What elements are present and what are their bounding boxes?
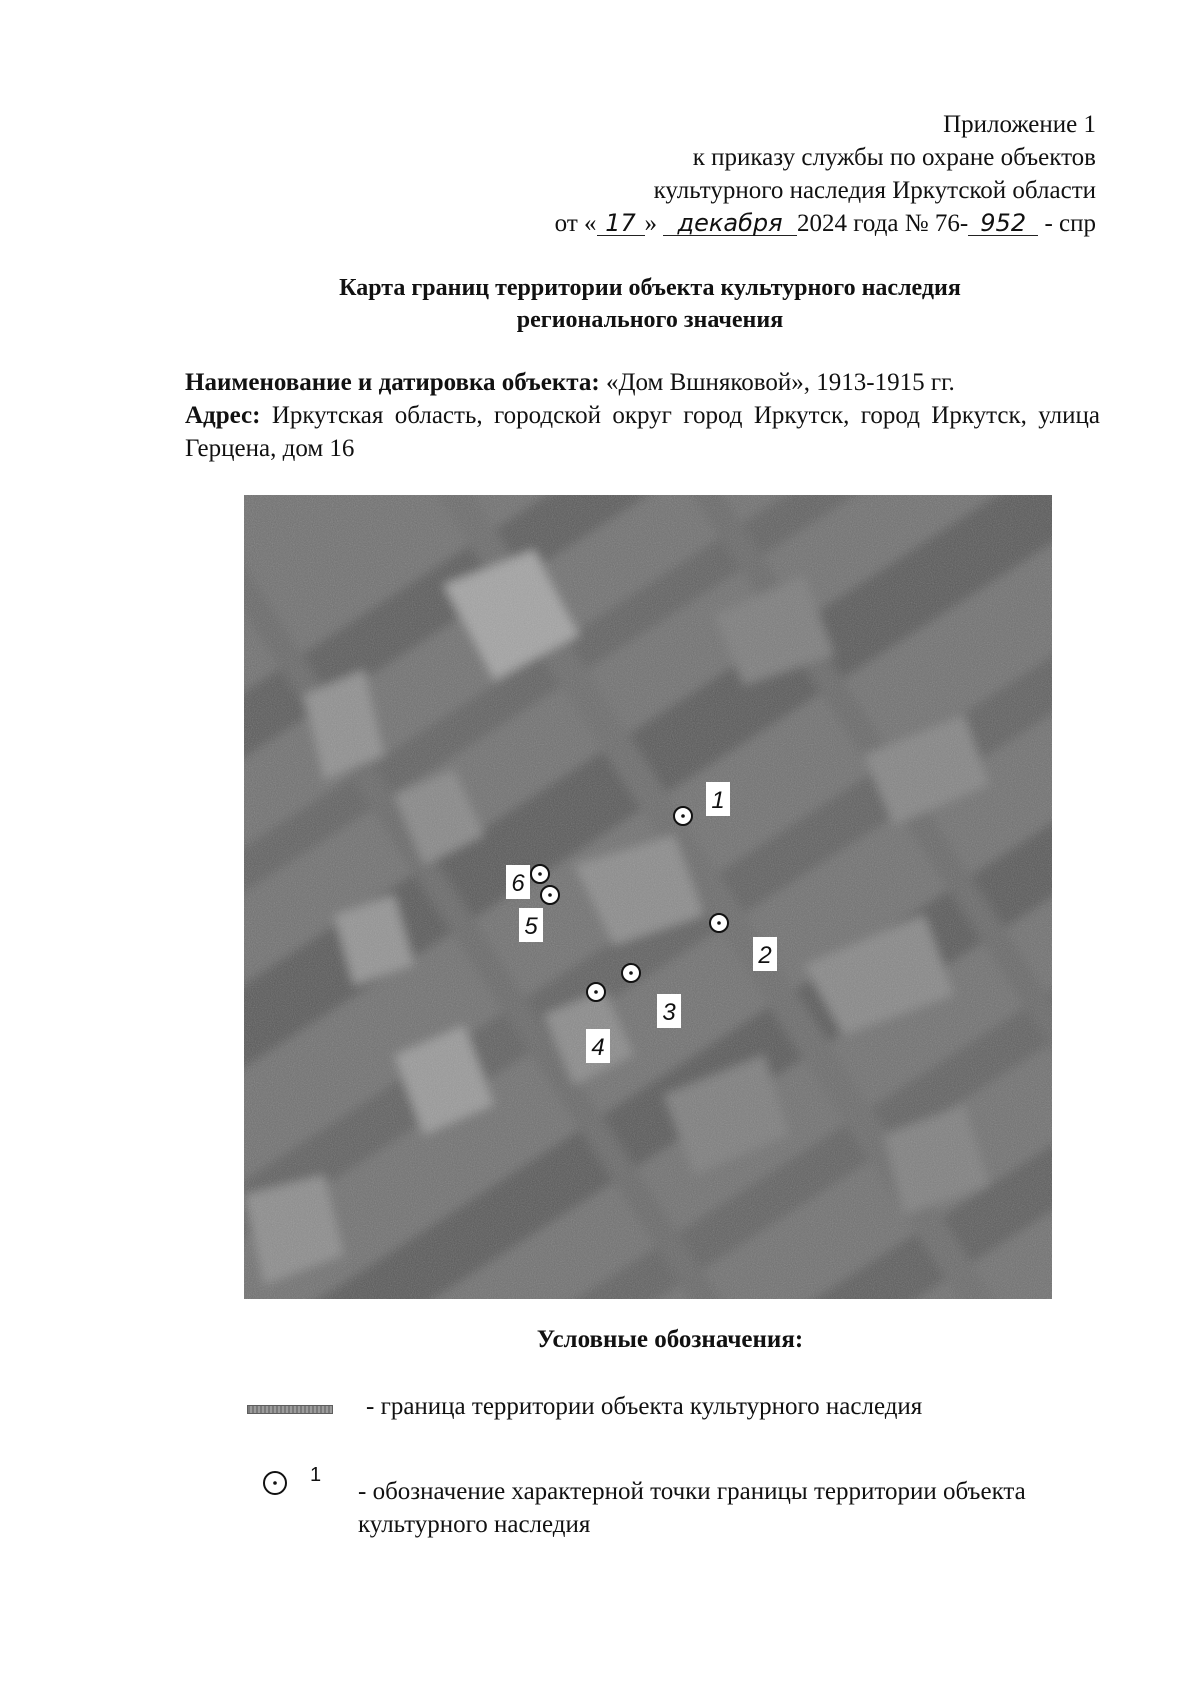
address-row [185,399,1100,465]
authority-line: культурного наследия Иркутской области [653,177,1096,204]
boundary-point-label: 5 [524,913,538,940]
order-header [555,108,1096,240]
object-info [185,366,1100,465]
boundary-legend-text: - граница территории объекта культурного наследия [366,1393,923,1420]
appendix-label: Приложение 1 [943,111,1096,138]
address-label: Адрес: [185,402,261,429]
object-name-label: Наименование и датировка объекта: [185,369,600,396]
boundary-point-label: 1 [711,787,725,814]
handwritten-month: декабря [663,211,797,236]
boundary-point-label: 4 [591,1034,605,1061]
order-date-line [555,207,1096,240]
boundary-point-legend-number: 1 [310,1464,322,1486]
order-line: к приказу службы по охране объектов [692,144,1096,171]
object-name-row [185,366,1100,399]
aerial-map [244,495,1052,1299]
title-line-1: Карта границ территории объекта культурного наследия [339,275,961,301]
year-text: 2024 года № 76- [797,210,969,237]
boundary-line-symbol [247,1405,333,1414]
address-value: Иркутская область, городской округ город Иркутск, город Иркутск, улица Герцена, дом 16 [185,402,1100,462]
boundary-point-icon [261,1469,293,1506]
aerial-map-image [244,495,1052,1299]
document-title [0,272,1200,336]
boundary-point-label: 2 [758,942,772,969]
handwritten-day: 17 [597,211,645,236]
date-prefix: от « [554,210,597,237]
title-line-2: регионального значения [516,307,784,333]
date-mid: » [644,210,658,237]
order-suffix: - спр [1038,210,1096,237]
legend-title: Условные обозначения: [536,1326,804,1353]
object-name-value: «Дом Вшняковой», 1913-1915 гг. [599,369,955,396]
handwritten-order-number: 952 [968,211,1038,236]
boundary-point-legend-text: - обозначение характерной точки границы территории объекта культурного наследия [358,1478,1026,1538]
boundary-point-label: 3 [662,999,676,1026]
boundary-point-label: 6 [511,870,525,897]
